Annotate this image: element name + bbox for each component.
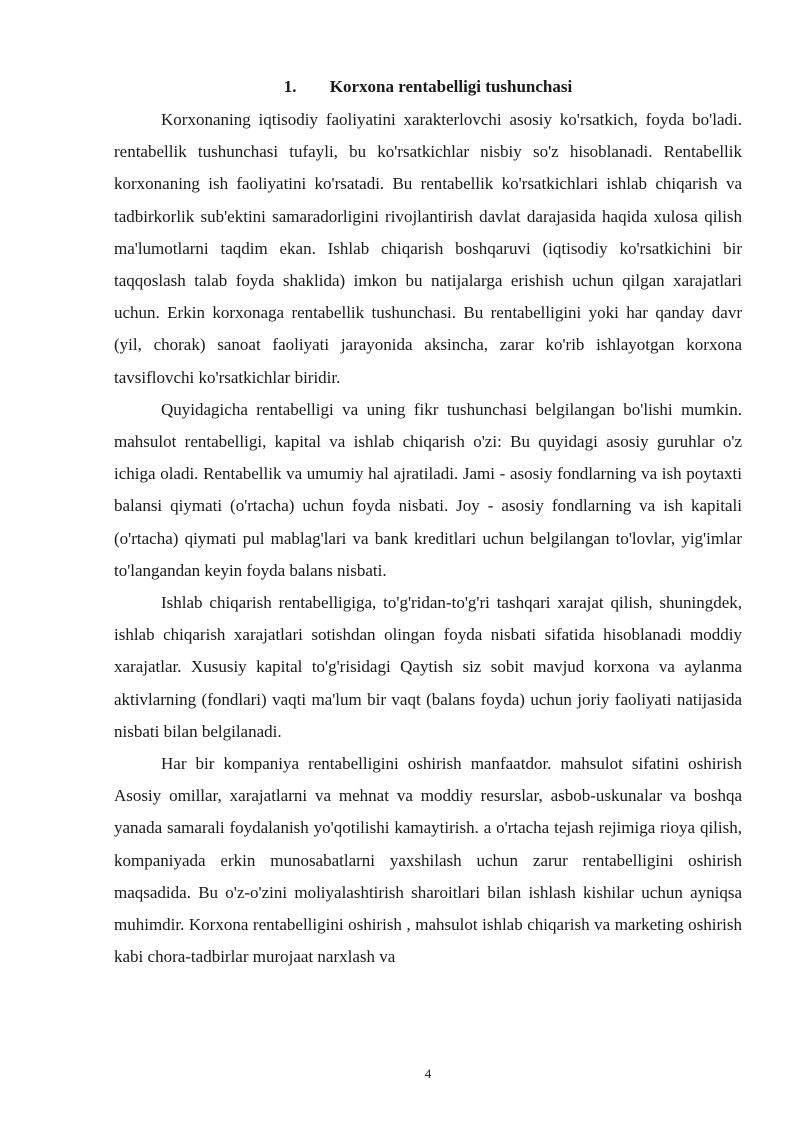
page-number: 4 (424, 1066, 432, 1081)
body-text (114, 104, 742, 973)
paragraph: Ishlab chiqarish rentabelligiga, to'g'ridan-to'g'ri tashqari xarajat qilish, shuningdek, ishlab chiqarish xarajatlari sotishdan olingan foyda nisbati sifatida hisoblanadi moddiy xarajatlar. Xususiy kapital to'g'risidagi Qaytish siz sobit mavjud korxona va aylanma aktivlarning (fondlari) vaqti ma'lum bir vaqt (balans foyda) uchun joriy faoliyati natijasida nisbati bilan belgilanadi. (114, 593, 742, 741)
section-title: Korxona rentabelligi tushunchasi (329, 77, 573, 96)
section-heading (114, 77, 742, 97)
document-page (114, 0, 742, 1131)
paragraph: Quyidagicha rentabelligi va uning fikr tushunchasi belgilangan bo'lishi mumkin. mahsulot rentabelligi, kapital va ishlab chiqarish o'zi: Bu quyidagi asosiy guruhlar o'z ichiga oladi. Rentabellik va umumiy hal ajratiladi. Jami - asosiy fondlarning va ish poytaxti balansi qiymati (o'rtacha) uchun foyda nisbati. Joy - asosiy fondlarning va ish kapitali (o'rtacha) qiymati pul mablag'lari va bank kreditlari uchun belgilangan to'lovlar, yig'imlar to'langandan keyin foyda balans nisbati. (114, 399, 742, 580)
paragraph: Korxonaning iqtisodiy faoliyatini xarakterlovchi asosiy ko'rsatkich, foyda bo'ladi. rentabellik tushunchasi tufayli, bu ko'rsatkichlar nisbiy so'z hisoblanadi. Rentabellik korxonaning ish faoliyatini ko'rsatadi. Bu rentabellik ko'rsatkichlari ishlab chiqarish va tadbirkorlik sub'ektini samaradorligini rivojlantirish davlat darajasida haqida xulosa qilish ma'lumotlarni taqdim ekan. Ishlab chiqarish boshqaruvi (iqtisodiy ko'rsatkichini bir taqqoslash talab foyda shaklida) imkon bu natijalarga erishish uchun qilgan xarajatlari uchun. Erkin korxonaga rentabellik tushunchasi. Bu rentabelligini yoki har qanday davr (yil, chorak) sanoat faoliyati jarayonida aksincha, zarar ko'rib ishlayotgan korxona tavsiflovchi ko'rsatkichlar biridir. (114, 110, 742, 387)
paragraph: Har bir kompaniya rentabelligini oshirish manfaatdor. mahsulot sifatini oshirish Asosiy omillar, xarajatlarni va mehnat va moddiy resurslar, asbob-uskunalar va boshqa yanada samarali foydalanish yo'qotilishi kamaytirish. a o'rtacha tejash rejimiga rioya qilish, kompaniyada erkin munosabatlarni yaxshilash uchun zarur rentabelligini oshirish maqsadida. Bu o'z-o'zini moliyalashtirish sharoitlari bilan ishlash kishilar uchun ayniqsa muhimdir. Korxona rentabelligini oshirish , mahsulot ishlab chiqarish va marketing oshirish kabi chora-tadbirlar murojaat narxlash va (114, 754, 742, 967)
section-number: 1. (283, 77, 297, 96)
